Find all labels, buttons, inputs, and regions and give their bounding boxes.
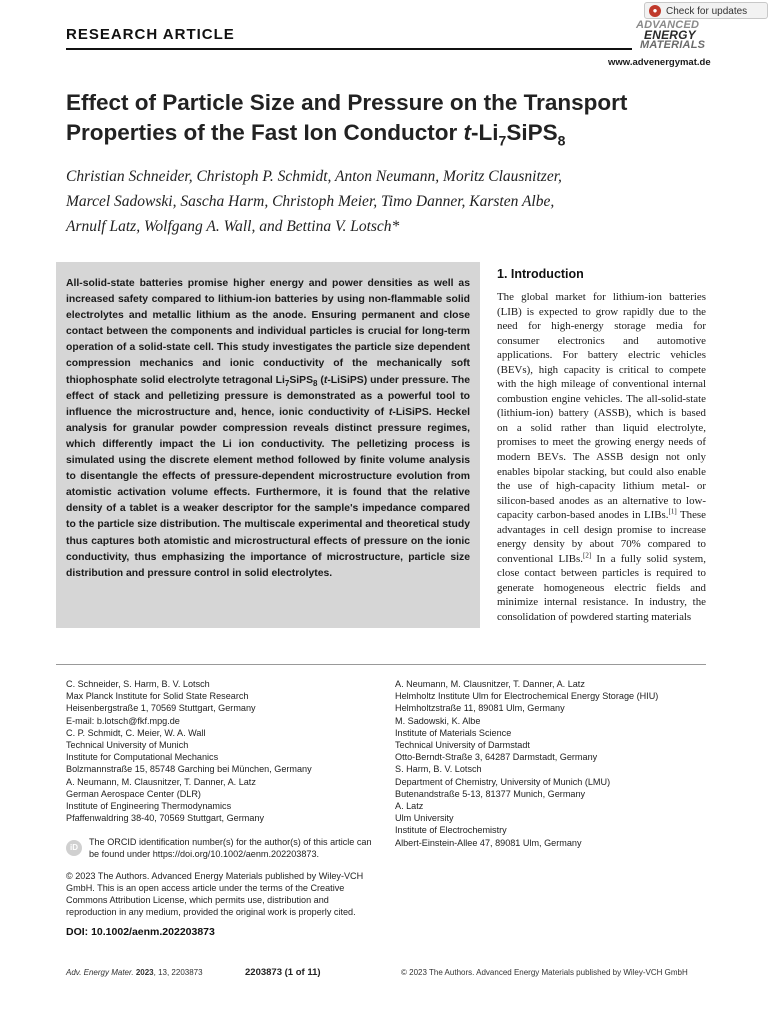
affiliation-block xyxy=(66,727,386,776)
title-subscript: 8 xyxy=(557,132,566,149)
affiliation-line: Institute for Computational Mechanics xyxy=(66,752,219,763)
affiliation-line: A. Latz xyxy=(395,801,424,812)
affiliation-line: Helmholtz Institute Ulm for Electrochemical Energy Storage (HIU) xyxy=(395,691,659,702)
abstract-subscript: 7 xyxy=(284,378,290,388)
license-text: © 2023 The Authors. Advanced Energy Materials published by Wiley-VCH GmbH. This is an open access article under the terms of the Creative Commons Attribution License, which permits use, distribution and reproduction in any medium, provided the original work is properly cited. xyxy=(66,871,364,917)
footer-page-number: 2203873 (1 of 11) xyxy=(245,967,321,978)
footer-citation xyxy=(66,968,203,977)
affiliation-line: Technical University of Darmstadt xyxy=(395,740,530,751)
title-formula: -Li xyxy=(471,120,499,145)
doi-link[interactable]: DOI: 10.1002/aenm.202203873 xyxy=(66,926,215,938)
author-list xyxy=(66,164,686,239)
intro-segment: In a fully solid system, close contact between particles is required to generate homogeneous electric fields and minimize internal resistance. In industry, the consolidation of powdered starting materials xyxy=(497,552,706,624)
abstract-box xyxy=(56,262,480,628)
author-line: Arnulf Latz, Wolfgang A. Wall, and Bettina V. Lotsch* xyxy=(66,218,400,235)
abstract-italic: t xyxy=(388,406,393,418)
title-line-1: Effect of Particle Size and Pressure on the Transport xyxy=(66,90,628,115)
affiliation-line: Otto-Berndt-Straße 3, 64287 Darmstadt, Germany xyxy=(395,752,598,763)
affiliation-line: Institute of Engineering Thermodynamics xyxy=(66,801,232,812)
affiliation-block xyxy=(66,678,386,727)
intro-segment: The global market for lithium-ion batteries (LIB) is expected to grow rapidly due to the need for high-energy storage media for consumer electronics and automotive applications. For battery electric vehicles (BEVs), high capacity is critical to compete with the high mileage of conventional internal combustion engine vehicles. The all-solid-state (lithium-ion) battery (ASSB), which is based on a solid rather than liquid electrolyte, promises to meet the growing energy needs of modern BEVs. The ASSB design not only enables bipolar stacking, but could also enable the use of high-capacity lithium metal- or silicon-based anodes as an alternative to low-capacity carbon-based anodes in LIBs. xyxy=(497,291,706,522)
footer-year: 2023 xyxy=(135,968,154,977)
affiliation-line: Pfaffenwaldring 38-40, 70569 Stuttgart, Germany xyxy=(66,813,264,824)
citation-link[interactable]: [2] xyxy=(583,551,592,560)
affiliation-line: Institute of Electrochemistry xyxy=(395,825,507,836)
author-line: Marcel Sadowski, Sascha Harm, Christoph Meier, Timo Danner, Karsten Albe, xyxy=(66,193,555,210)
affiliation-line: S. Harm, B. V. Lotsch xyxy=(395,764,482,775)
affiliation-line: Heisenbergstraße 1, 70569 Stuttgart, Germany xyxy=(66,703,256,714)
check-updates-label: Check for updates xyxy=(666,6,748,17)
journal-logo xyxy=(636,20,706,50)
journal-logo-line: ADVANCED xyxy=(636,19,700,31)
abstract-segment: ( xyxy=(317,374,324,386)
title-line-2: Properties of the Fast Ion Conductor xyxy=(66,120,464,145)
affiliation-line: A. Neumann, M. Clausnitzer, T. Danner, A. Latz xyxy=(66,776,256,787)
affiliation-line: Helmholtzstraße 11, 89081 Ulm, Germany xyxy=(395,703,565,714)
orcid-note[interactable]: The ORCID identification number(s) for the author(s) of this article can be found under https://doi.org/10.1002/aenm.202203873. xyxy=(89,837,372,859)
footer-volume: , 13, 2203873 xyxy=(153,968,203,977)
affiliation-block xyxy=(395,678,715,715)
footer-copyright: © 2023 The Authors. Advanced Energy Materials published by Wiley-VCH GmbH xyxy=(401,968,688,977)
abstract-italic: t xyxy=(323,374,328,386)
author-email-link[interactable]: E-mail: b.lotsch@fkf.mpg.de xyxy=(66,715,180,726)
affiliation-block xyxy=(395,715,715,764)
abstract-subscript: 8 xyxy=(313,378,318,388)
author-line: Christian Schneider, Christoph P. Schmidt, Anton Neumann, Moritz Clausnitzer, xyxy=(66,168,562,185)
journal-url-link[interactable]: www.advenergymat.de xyxy=(608,57,711,68)
abstract-segment: -LiSiPS. Heckel analysis for granular powder compression reveals distinct pressure regimes, which differently impact the Li ion conductivity. The pelletizing process is simulated using the discrete element method followed by finite volume analysis to disentangle the effects of pressure-dependent microstructure evolution from atomistic activation volume effects. Furthermore, it is found that the relative density of a tablet is a weaker descriptor for the sample's impedance compared to the particle size distribution. The multiscale experimental and theoretical study thus captures both atomistic and microstructural effects of pressure on the ionic conductivity, thus emphasizing the importance of microstructure, particle size distribution and pressure control in solid electrolytes. xyxy=(66,406,470,579)
affiliation-line: German Aerospace Center (DLR) xyxy=(66,788,201,799)
intro-segment: These advantages in cell design promise to increase energy density by about 70% compared to conventional LIBs. xyxy=(497,509,706,565)
article-title xyxy=(66,88,706,148)
affiliation-block xyxy=(66,776,386,825)
journal-logo-line: ENERGY xyxy=(644,28,696,42)
affiliation-line: Bolzmannstraße 15, 85748 Garching bei München, Germany xyxy=(66,764,312,775)
title-subscript: 7 xyxy=(498,132,507,149)
footer-journal: Adv. Energy Mater. xyxy=(66,968,134,977)
affiliation-line: C. Schneider, S. Harm, B. V. Lotsch xyxy=(66,679,210,689)
affiliation-line: A. Neumann, M. Clausnitzer, T. Danner, A. Latz xyxy=(395,679,585,689)
affiliation-line: M. Sadowski, K. Albe xyxy=(395,715,481,726)
affiliations-left xyxy=(66,678,386,824)
abstract-text xyxy=(66,276,470,582)
citation-link[interactable]: [1] xyxy=(668,507,677,516)
affiliations-right xyxy=(395,678,715,849)
abstract-segment: -LiSiPS) under pressure. The effect of stack and pelletizing pressure is demonstrated as a powerful tool to influence the microstructure and, hence, ionic conductivity of xyxy=(66,374,470,418)
article-type: RESEARCH ARTICLE xyxy=(66,26,235,43)
affiliation-line: Ulm University xyxy=(395,813,454,824)
title-italic: t xyxy=(463,120,472,145)
check-for-updates-button[interactable] xyxy=(644,2,768,19)
abstract-segment: All-solid-state batteries promise higher energy and power densities as well as increased safety compared to lithium-ion batteries by using non-flammable solid electrolytes and metallic lithium as the anode. Ensuring permanent and close contact between the components and individual particles is crucial for long-term operation of a solid-state cell. This study investigates the particle size dependent compression mechanics and ionic conductivity of the mechanically soft thiophosphate solid electrolyte tetragonal Li xyxy=(66,278,470,386)
introduction-heading: 1. Introduction xyxy=(497,267,584,281)
section-divider xyxy=(56,664,706,665)
affiliation-line: Butenandstraße 5-13, 81377 Munich, Germany xyxy=(395,788,586,799)
journal-logo-line: MATERIALS xyxy=(640,39,706,51)
affiliation-block xyxy=(395,763,715,800)
title-formula: SiPS xyxy=(506,120,558,145)
affiliation-line: Institute of Materials Science xyxy=(395,727,512,738)
orcid-icon: iD xyxy=(66,840,82,856)
affiliation-block xyxy=(395,800,715,849)
check-updates-icon: ● xyxy=(649,5,661,17)
affiliation-line: Technical University of Munich xyxy=(66,740,189,751)
affiliation-line: Max Planck Institute for Solid State Research xyxy=(66,691,249,702)
affiliation-line: Albert-Einstein-Allee 47, 89081 Ulm, Germany xyxy=(395,837,582,848)
header-rule xyxy=(66,48,632,50)
affiliation-line: Department of Chemistry, University of Munich (LMU) xyxy=(395,776,611,787)
introduction-text xyxy=(497,290,706,625)
affiliation-line: C. P. Schmidt, C. Meier, W. A. Wall xyxy=(66,727,206,738)
abstract-segment: SiPS xyxy=(289,374,314,386)
